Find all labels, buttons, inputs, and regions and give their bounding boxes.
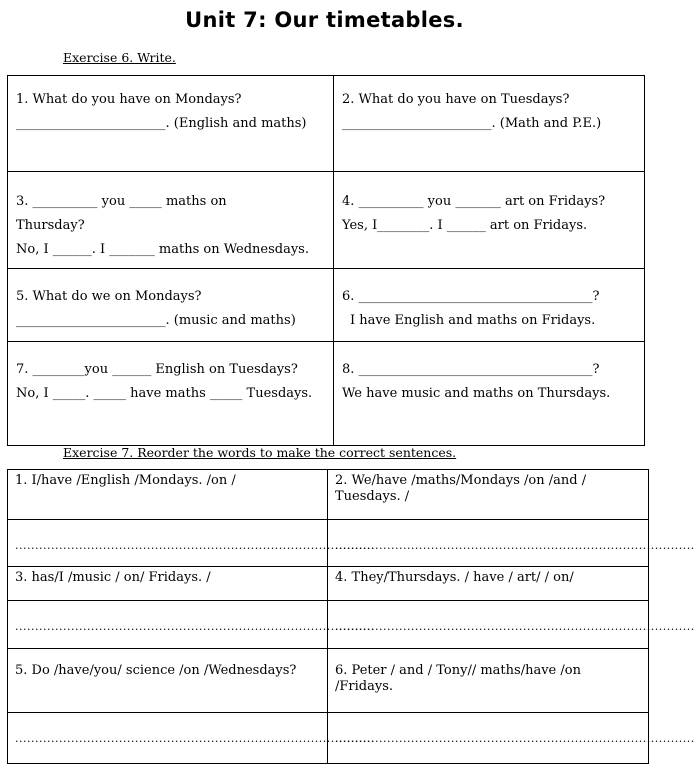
exercise7-answer-cell bbox=[8, 601, 375, 649]
exercise7-question-cell bbox=[8, 649, 328, 713]
question-text: 2. What do you have on Tuesdays? bbox=[342, 92, 570, 107]
answer-dotted-line[interactable]: .......................................................................................... bbox=[335, 732, 695, 745]
exercise7-answer-cell bbox=[328, 520, 695, 567]
exercise7-question-cell bbox=[328, 470, 649, 520]
scrambled-sentence: 5. Do /have/you/ science /on /Wednesdays? bbox=[15, 663, 297, 678]
exercise7-question-cell bbox=[328, 567, 649, 601]
scrambled-sentence: 4. They/Thursdays. / have / art/ / on/ bbox=[335, 570, 574, 585]
exercise6-cell bbox=[334, 269, 645, 342]
question-line[interactable]: 8. ____________________________________? bbox=[342, 362, 600, 377]
answer-dotted-line[interactable]: .......................................................................................... bbox=[335, 620, 695, 633]
exercise7-question-cell bbox=[328, 649, 649, 713]
answer-line[interactable]: No, I _____. _____ have maths _____ Tuesdays. bbox=[16, 386, 313, 401]
exercise6-cell bbox=[334, 172, 645, 269]
exercise7-answer-cell bbox=[8, 520, 375, 567]
exercise7-table bbox=[7, 469, 695, 764]
exercise6-cell bbox=[8, 76, 334, 172]
answer-line[interactable]: Yes, I________. I ______ art on Fridays. bbox=[342, 218, 588, 233]
answer-dotted-line[interactable]: .......................................................................................... bbox=[15, 620, 375, 633]
exercise6-row bbox=[8, 269, 645, 342]
answer-text: We have music and maths on Thursdays. bbox=[342, 386, 611, 401]
exercise7-question-cell bbox=[8, 470, 328, 520]
question-text[interactable]: 7. ________you ______ English on Tuesdays? bbox=[16, 362, 298, 377]
exercise7-answer-row bbox=[8, 601, 649, 649]
exercise6-cell bbox=[8, 269, 334, 342]
exercise6-cell bbox=[8, 342, 334, 446]
scrambled-sentence: 2. We/have /maths/Mondays /on /and / Tuesdays. / bbox=[335, 473, 587, 504]
exercise7-answer-cell bbox=[8, 713, 375, 764]
question-text[interactable]: 3. __________ you _____ maths on bbox=[16, 194, 227, 209]
exercise6-cell bbox=[8, 172, 334, 269]
answer-line[interactable]: _______________________. (Math and P.E.) bbox=[342, 116, 602, 131]
question-text: 5. What do we on Mondays? bbox=[16, 289, 202, 304]
answer-dotted-line[interactable]: .......................................................................................... bbox=[335, 539, 695, 552]
exercise6-heading: Exercise 6. Write. bbox=[63, 50, 176, 65]
exercise6-row bbox=[8, 76, 645, 172]
scrambled-sentence: 1. I/have /English /Mondays. /on / bbox=[15, 473, 236, 488]
question-text[interactable]: 4. __________ you _______ art on Fridays? bbox=[342, 194, 606, 209]
exercise7-question-row bbox=[8, 649, 649, 713]
exercise6-row bbox=[8, 342, 645, 446]
exercise7-answer-row bbox=[8, 520, 649, 567]
answer-dotted-line[interactable]: .......................................................................................... bbox=[15, 539, 375, 552]
answer-dotted-line[interactable]: .......................................................................................... bbox=[15, 732, 375, 745]
exercise7-question-cell bbox=[8, 567, 328, 601]
exercise6-cell bbox=[334, 76, 645, 172]
answer-line[interactable]: No, I ______. I _______ maths on Wednesdays. bbox=[16, 242, 309, 257]
answer-text: I have English and maths on Fridays. bbox=[350, 313, 596, 328]
scrambled-sentence: 3. has/I /music / on/ Fridays. / bbox=[15, 570, 211, 585]
exercise7-answer-cell bbox=[328, 713, 695, 764]
exercise7-answer-row bbox=[8, 713, 649, 764]
exercise7-answer-cell bbox=[328, 601, 695, 649]
answer-line[interactable]: _______________________. (music and maths) bbox=[16, 313, 296, 328]
question-line[interactable]: 6. ____________________________________? bbox=[342, 289, 600, 304]
exercise7-question-row bbox=[8, 470, 649, 520]
question-text: Thursday? bbox=[16, 218, 85, 233]
exercise6-row bbox=[8, 172, 645, 269]
scrambled-sentence: 6. Peter / and / Tony// maths/have /on /Fridays. bbox=[335, 663, 581, 694]
exercise6-table bbox=[7, 75, 645, 446]
question-text: 1. What do you have on Mondays? bbox=[16, 92, 242, 107]
exercise7-question-row bbox=[8, 567, 649, 601]
page-title: Unit 7: Our timetables. bbox=[185, 8, 464, 32]
answer-line[interactable]: _______________________. (English and maths) bbox=[16, 116, 307, 131]
exercise6-cell bbox=[334, 342, 645, 446]
exercise7-heading: Exercise 7. Reorder the words to make the correct sentences. bbox=[63, 445, 457, 460]
